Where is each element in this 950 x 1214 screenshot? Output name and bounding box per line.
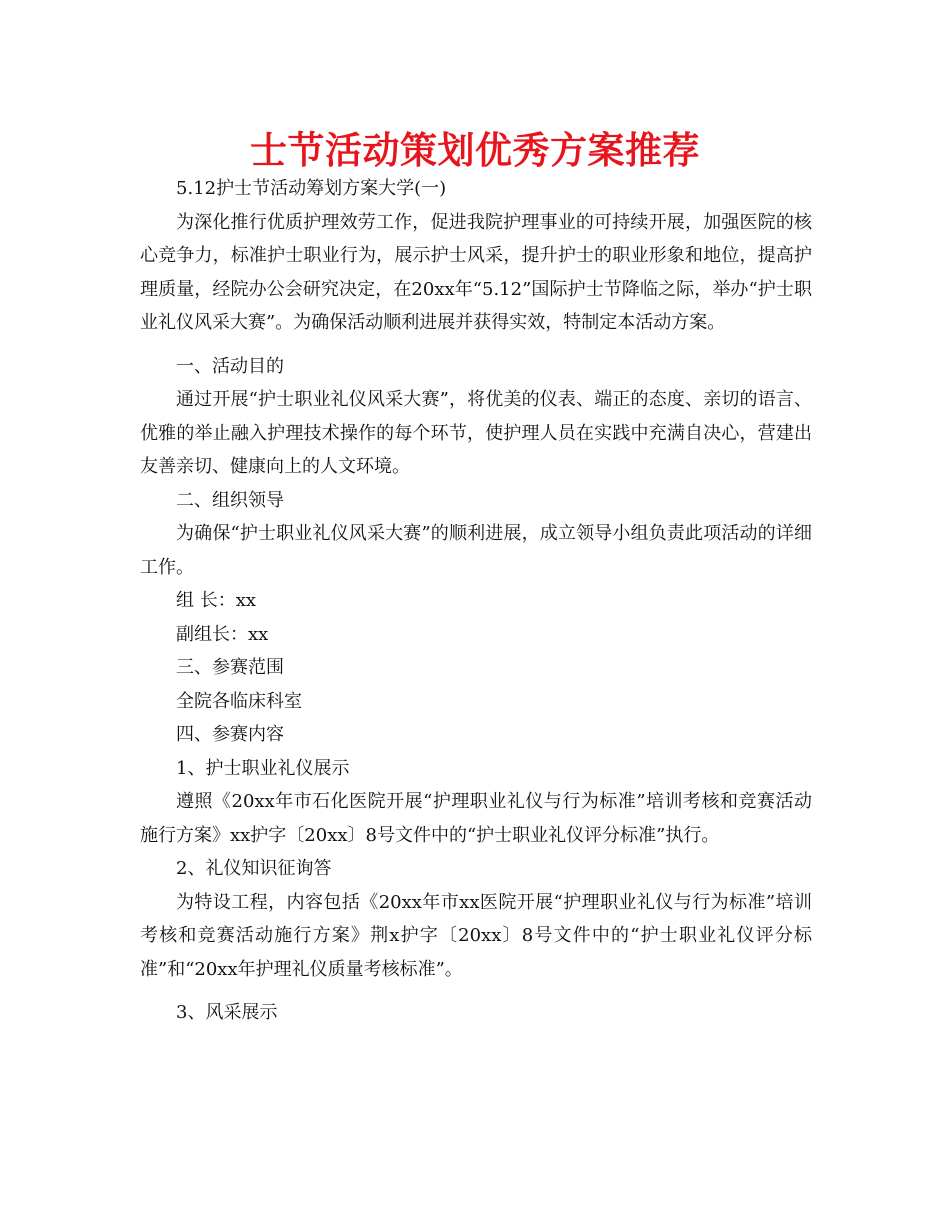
leader-line: 组 长：xx xyxy=(176,590,257,611)
paragraph-subtitle: 5.12护士节活动筹划方案大学(一) xyxy=(176,178,447,199)
document-body xyxy=(140,172,812,1030)
subheading-knowledge-quiz: 2、礼仪知识征询答 xyxy=(176,858,332,879)
heading-purpose: 一、活动目的 xyxy=(176,355,284,377)
subheading-etiquette-display: 1、护士职业礼仪展示 xyxy=(176,757,350,779)
document-title: 士节活动策划优秀方案推荐 xyxy=(250,129,700,172)
heading-content: 四、参赛内容 xyxy=(176,724,284,745)
paragraph-purpose: 通过开展“护士职业礼仪风采大赛”，将优美的仪表、端正的态度、亲切的语言、优雅的举止融入护理技术操作的每个环节，使护理人员在实践中充满自决心，营建出友善亲切、健康向上的人文环境。 xyxy=(140,389,812,477)
paragraph-etiquette-display: 遵照《20xx年市石化医院开展“护理职业礼仪与行为标准”培训考核和竞赛活动施行方案》xx护字〔20xx〕8号文件中的“护士职业礼仪评分标准”执行。 xyxy=(140,791,812,846)
paragraph-leadership: 为确保“护士职业礼仪风采大赛”的顺利进展，成立领导小组负责此项活动的详细工作。 xyxy=(140,523,812,578)
paragraph-intro: 为深化推行优质护理效劳工作，促进我院护理事业的可持续开展，加强医院的核心竞争力，标准护士职业行为，展示护士风采，提升护士的职业形象和地位，提高护理质量，经院办公会研究决定，在20xx年“5.12”国际护士节降临之际，举办“护士职业礼仪风采大赛”。为确保活动顺利进展并获得实效，特制定本活动方案。 xyxy=(140,211,812,333)
paragraph-knowledge-quiz: 为特设工程，内容包括《20xx年市xx医院开展“护理职业礼仪与行为标准”培训考核和竞赛活动施行方案》荆x护字〔20xx〕8号文件中的“护士职业礼仪评分标准”和“20xx年护理礼仪质量考核标准”。 xyxy=(140,891,812,980)
heading-scope: 三、参赛范围 xyxy=(176,657,284,678)
deputy-leader-line: 副组长：xx xyxy=(176,623,269,645)
heading-leadership: 二、组织领导 xyxy=(176,489,284,511)
subheading-style-display: 3、风采展示 xyxy=(176,1002,278,1023)
paragraph-scope: 全院各临床科室 xyxy=(176,690,302,712)
